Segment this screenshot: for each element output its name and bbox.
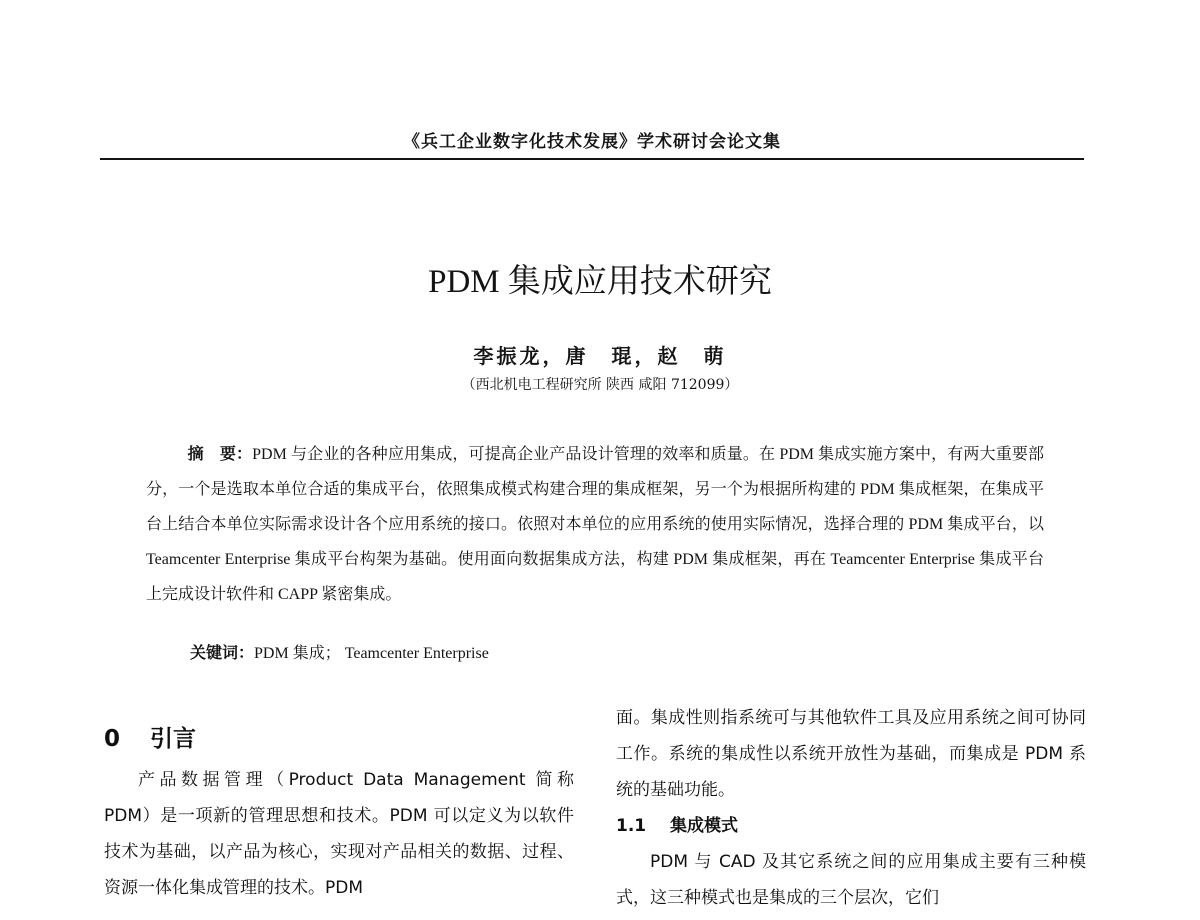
keywords	[190, 640, 1050, 663]
abstract-text: PDM 与企业的各种应用集成，可提高企业产品设计管理的效率和质量。在 PDM 集成实施方案中，有两大重要部分，一个是选取本单位合适的集成平台，依照集成模式构建合理的集成框架，另一个为根据所构建的 PDM 集成框架，在集成平台上结合本单位实际需求设计各个应用系统的接口。依照对本单位的应用系统的使用实际情况，选择合理的 PDM 集成平台，以 Teamcenter Enterprise 集成平台构架为基础。使用面向数据集成方法，构建 PDM 集成框架，再在 Teamcenter Enterprise 集成平台上完成设计软件和 CAPP 紧密集成。	[146, 446, 1044, 603]
abstract-label: 摘 要：	[187, 444, 253, 463]
abstract-paragraph	[146, 436, 1044, 612]
left-column	[104, 700, 574, 906]
keywords-text: PDM 集成； Teamcenter Enterprise	[254, 645, 489, 662]
subsection-title: 集成模式	[670, 816, 738, 836]
running-header: 《兵工企业数字化技术发展》学术研讨会论文集	[403, 132, 781, 152]
section-heading-introduction	[104, 722, 574, 756]
keywords-label: 关键词：	[190, 643, 255, 662]
section-title: 引言	[150, 726, 196, 752]
integration-modes-paragraph: PDM 与 CAD 及其它系统之间的应用集成主要有三种模式，这三种模式也是集成的三个层次，它们	[616, 852, 1086, 908]
affiliation: （西北机电工程研究所 陕西 咸阳 712099）	[461, 377, 739, 393]
subsection-heading-integration-modes	[616, 808, 1086, 844]
section-number: 0	[104, 726, 121, 752]
abstract	[146, 436, 1044, 612]
right-column	[616, 700, 1086, 916]
header-rule	[100, 158, 1084, 160]
continued-paragraph: 面。集成性则指系统可与其他软件工具及应用系统之间可协同工作。系统的集成性以系统开放性为基础，而集成是 PDM 系统的基础功能。	[616, 708, 1086, 800]
intro-paragraph: 产品数据管理（Product Data Management 简称 PDM）是一项新的管理思想和技术。PDM 可以定义为以软件技术为基础，以产品为核心，实现对产品相关的数据、过程、资源一体化集成管理的技术。PDM	[104, 770, 574, 898]
authors: 李振龙，唐 琨，赵 萌	[473, 344, 727, 368]
subsection-number: 1.1	[616, 816, 647, 836]
paper-title: PDM 集成应用技术研究	[428, 264, 772, 300]
